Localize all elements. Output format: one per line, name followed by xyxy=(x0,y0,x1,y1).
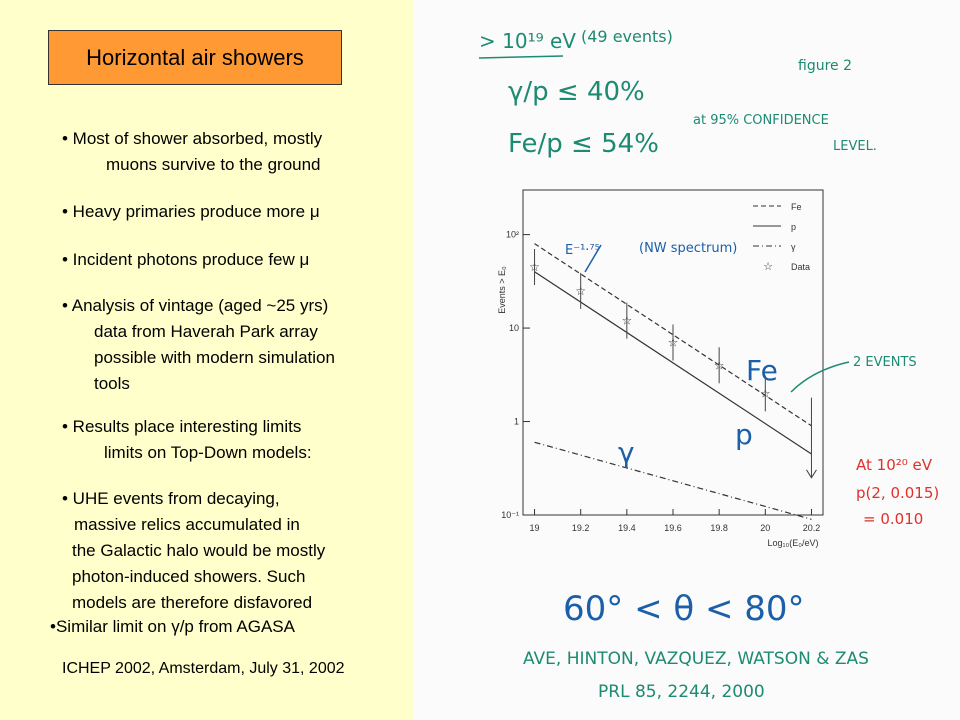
bullet-text: models are therefore disfavored xyxy=(72,593,313,612)
bullet-text: • Analysis of vintage (aged ~25 yrs) xyxy=(62,296,329,315)
bullet-text: data from Haverah Park array xyxy=(94,322,318,341)
chart-legend xyxy=(753,202,810,273)
confidence-level-note: LEVEL. xyxy=(833,139,877,154)
y-axis-label: Events > E₀ xyxy=(497,266,507,314)
data-point-star: ☆ xyxy=(713,358,725,373)
data-point-star: ☆ xyxy=(759,386,771,401)
p-curve-label: p xyxy=(735,418,753,451)
handwritten-figure-panel xyxy=(413,0,960,720)
bullet-text: limits on Top-Down models: xyxy=(104,443,312,462)
y-tick-label: 10² xyxy=(505,229,519,240)
footer-conference: ICHEP 2002, Amsterdam, July 31, 2002 xyxy=(62,660,345,677)
x-tick-label: 19.4 xyxy=(618,523,636,533)
bullet-agasa xyxy=(50,614,295,640)
bullet-text: tools xyxy=(94,374,130,393)
handwritten-notes xyxy=(413,0,960,720)
legend-label: p xyxy=(791,222,797,232)
events-note: (49 events) xyxy=(581,27,673,46)
authors-note: AVE, HINTON, VAZQUEZ, WATSON & ZAS xyxy=(523,649,869,669)
gamma-curve-label: γ xyxy=(618,436,635,469)
bullet-text: muons survive to the ground xyxy=(106,155,321,174)
bullet-shower-absorbed xyxy=(62,126,322,178)
x-tick-label: 19.8 xyxy=(710,523,728,533)
underline-mark xyxy=(479,56,563,58)
red-note-energy: At 10²⁰ eV xyxy=(856,456,933,474)
y-tick-label: 10⁻¹ xyxy=(501,510,519,520)
bullet-text: •Similar limit on γ/p from AGASA xyxy=(50,617,295,636)
bullet-results-limits xyxy=(62,414,312,466)
two-events-note: 2 EVENTS xyxy=(853,355,917,370)
bullet-text: • Heavy primaries produce more μ xyxy=(62,202,320,221)
confidence-note: at 95% CONFIDENCE xyxy=(693,113,829,128)
figure-note: figure 2 xyxy=(798,58,852,74)
reference-note: PRL 85, 2244, 2000 xyxy=(598,682,765,702)
x-axis-label: Log₁₀(E₀/eV) xyxy=(767,538,819,548)
bullet-vintage-analysis xyxy=(62,293,335,397)
left-text-panel xyxy=(0,0,413,720)
legend-marker-data: ☆ xyxy=(763,261,773,273)
slope-label: E⁻¹·⁷⁵ xyxy=(565,243,600,258)
legend-label: Data xyxy=(791,262,811,272)
x-tick-label: 19.6 xyxy=(664,523,682,533)
data-point-star: ☆ xyxy=(667,335,679,350)
slide-title: Horizontal air showers xyxy=(48,30,342,85)
bullet-text: • Most of shower absorbed, mostly xyxy=(62,129,323,148)
fe-limit-note: Fe/p ≤ 54% xyxy=(508,129,659,159)
fe-curve-label: Fe xyxy=(746,354,778,387)
data-point-star: ☆ xyxy=(621,313,633,328)
bullet-text: photon-induced showers. Such xyxy=(72,567,306,586)
two-events-arrow xyxy=(791,362,849,392)
bullet-text: • Incident photons produce few μ xyxy=(62,250,310,269)
bullet-heavy-primaries xyxy=(62,199,320,225)
legend-label: γ xyxy=(791,242,796,252)
bullet-text: massive relics accumulated in xyxy=(74,515,300,534)
x-tick-label: 20.2 xyxy=(802,523,821,533)
y-tick-label: 10 xyxy=(508,323,519,334)
red-note-result: = 0.010 xyxy=(863,510,924,528)
bullet-text: possible with modern simulation xyxy=(94,348,335,367)
x-tick-label: 19 xyxy=(529,523,540,533)
bullet-text: • Results place interesting limits xyxy=(62,417,302,436)
bullet-text: • UHE events from decaying, xyxy=(62,489,280,508)
series-line-gamma xyxy=(535,442,812,519)
data-point-star: ☆ xyxy=(575,283,587,298)
red-note-probability: p(2, 0.015) xyxy=(856,484,940,502)
nw-spectrum-note: (NW spectrum) xyxy=(639,241,738,256)
angle-range-note: 60° < θ < 80° xyxy=(563,589,805,629)
x-tick-label: 20 xyxy=(760,523,771,533)
bullet-text: the Galactic halo would be mostly xyxy=(72,541,326,560)
data-point-star: ☆ xyxy=(529,260,540,275)
bullet-photons xyxy=(62,247,309,273)
y-tick-label: 1 xyxy=(513,416,519,427)
bullet-uhe-events xyxy=(62,486,325,616)
energy-cut-note: > 10¹⁹ eV xyxy=(479,29,576,53)
gamma-limit-note: γ/p ≤ 40% xyxy=(508,77,645,107)
legend-label: Fe xyxy=(791,202,802,212)
x-tick-label: 19.2 xyxy=(571,523,590,533)
